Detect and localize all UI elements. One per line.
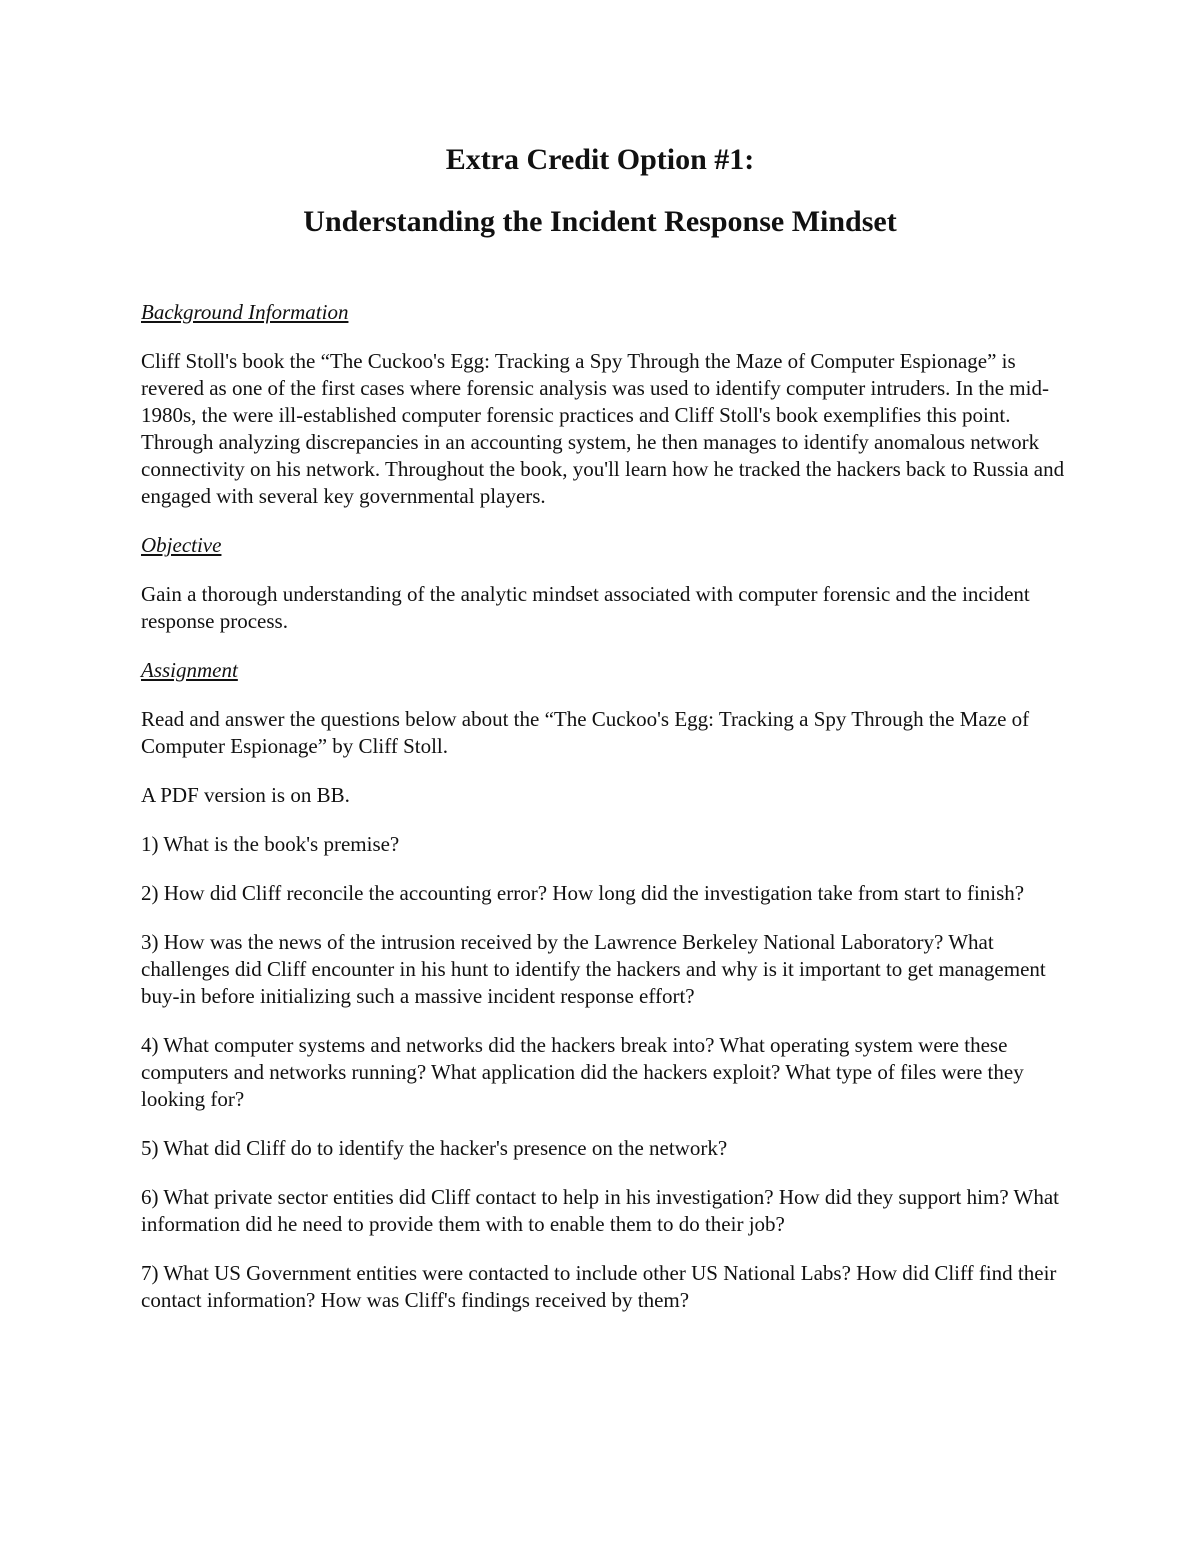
- document-title: Extra Credit Option #1:: [445, 143, 755, 176]
- question-7: 7) What US Government entities were contacted to include other US National Labs? How did Cliff find their contact information? How was Cliff's findings received by them?: [141, 1261, 1057, 1312]
- assignment-paragraph: Read and answer the questions below about the “The Cuckoo's Egg: Tracking a Spy Through the Maze of Computer Espionage” by Cliff Stoll.: [141, 707, 1030, 758]
- question-4: 4) What computer systems and networks did the hackers break into? What operating system were these computers and networks running? What application did the hackers exploit? What type of files were they looking for?: [141, 1033, 1024, 1111]
- question-3: 3) How was the news of the intrusion received by the Lawrence Berkeley National Laboratory? What challenges did Cliff encounter in his hunt to identify the hackers and why is it important to get management buy-in before initializing such a massive incident response effort?: [141, 930, 1046, 1008]
- question-5: 5) What did Cliff do to identify the hacker's presence on the network?: [141, 1136, 728, 1160]
- background-paragraph: Cliff Stoll's book the “The Cuckoo's Egg: Tracking a Spy Through the Maze of Computer Espionage” is revered as one of the first cases where forensic analysis was used to identify computer intruders. In the mid-1980s, the were ill-established computer forensic practices and Cliff Stoll's book exemplifies this point. Through analyzing discrepancies in an accounting system, he then manages to identify anomalous network connectivity on his network. Throughout the book, you'll learn how he tracked the hackers back to Russia and engaged with several key governmental players.: [141, 349, 1065, 508]
- objective-heading: Objective: [141, 533, 222, 557]
- pdf-note: A PDF version is on BB.: [141, 783, 350, 807]
- question-6: 6) What private sector entities did Cliff contact to help in his investigation? How did they support him? What information did he need to provide them with to enable them to do their job?: [141, 1185, 1059, 1236]
- objective-paragraph: Gain a thorough understanding of the analytic mindset associated with computer forensic and the incident response process.: [141, 582, 1030, 633]
- background-heading: Background Information: [141, 300, 349, 324]
- question-1: 1) What is the book's premise?: [141, 832, 400, 856]
- question-2: 2) How did Cliff reconcile the accounting error? How long did the investigation take from start to finish?: [141, 881, 1025, 905]
- document-body: [141, 299, 1071, 1336]
- document-subtitle: Understanding the Incident Response Mindset: [303, 205, 897, 238]
- assignment-heading: Assignment: [141, 658, 238, 682]
